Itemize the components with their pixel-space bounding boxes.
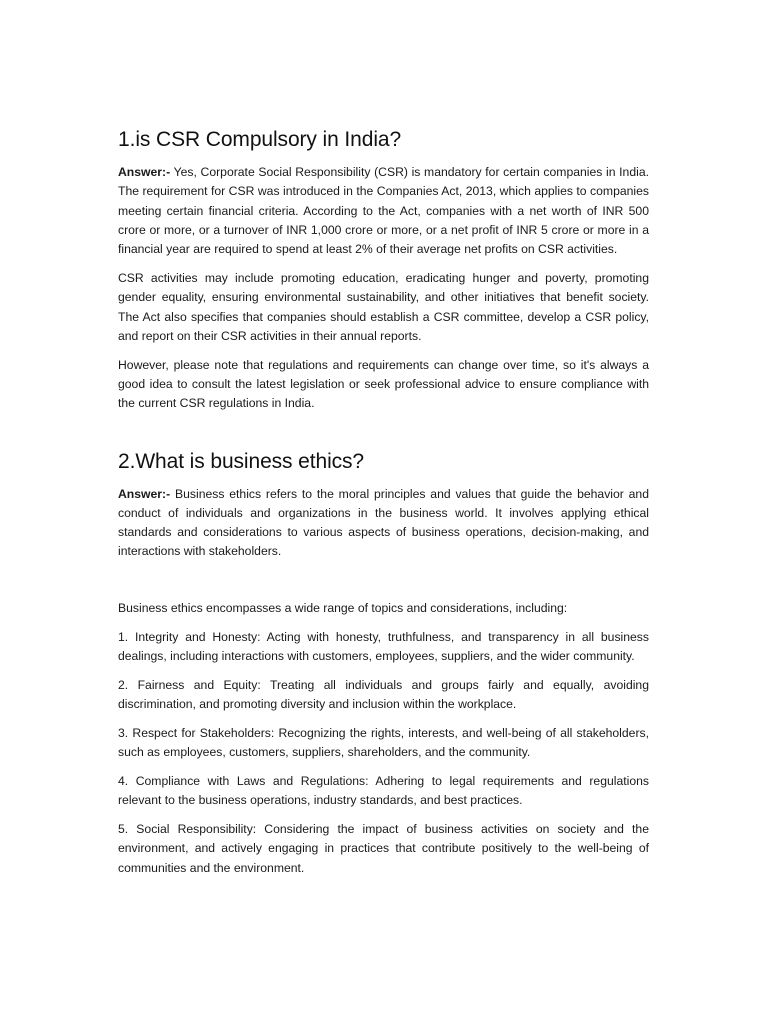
list-item: 1. Integrity and Honesty: Acting with honesty, truthfulness, and transparency in all business dealings, including interactions with customers, employees, suppliers, and the wider community.: [118, 629, 649, 663]
question-1-section: [118, 126, 649, 414]
question-2-heading: 2.What is business ethics?: [118, 449, 365, 473]
answer-label: Answer:-: [118, 165, 171, 179]
answer-text: Yes, Corporate Social Responsibility (CSR) is mandatory for certain companies in India. The requirement for CSR was introduced in the Companies Act, 2013, which applies to companies meeting certain financial criteria. According to the Act, companies with a net worth of INR 500 crore or more, or a turnover of INR 1,000 crore or more, or a net profit of INR 5 crore or more in a financial year are required to spend at least 2% of their average net profits on CSR activities.: [118, 165, 649, 257]
list-item: 4. Compliance with Laws and Regulations: Adhering to legal requirements and regulations relevant to the business operations, industry standards, and best practices.: [118, 773, 649, 808]
list-item: 5. Social Responsibility: Considering the impact of business activities on society and the environment, and actively engaging in practices that contribute positively to the well-being of communities and the environment.: [118, 821, 649, 875]
question-2-intro: Business ethics encompasses a wide range of topics and considerations, including:: [118, 600, 568, 615]
question-1-heading: 1.is CSR Compulsory in India?: [118, 128, 402, 151]
question-2-answer: [118, 485, 649, 562]
list-item: 3. Respect for Stakeholders: Recognizing the rights, interests, and well-being of all stakeholders, such as employees, customers, suppliers, shareholders, and the community.: [118, 725, 649, 760]
document-page: [118, 126, 649, 887]
answer-text: Business ethics refers to the moral principles and values that guide the behavior and conduct of individuals and organizations in the business world. It involves applying ethical standards and considerations to various aspects of business operations, decision-making, and interactions with stakeholders.: [118, 486, 649, 559]
answer-label: Answer:-: [118, 486, 171, 501]
question-2-section: [118, 448, 649, 878]
question-1-paragraph-2: CSR activities may include promoting education, eradicating hunger and poverty, promoting gender equality, ensuring environmental sustainability, and other initiatives that benefit society. The Act also specifies that companies should establish a CSR committee, develop a CSR policy, and report on their CSR activities in their annual reports.: [118, 270, 649, 343]
question-1-answer: [118, 163, 649, 259]
list-item: 2. Fairness and Equity: Treating all individuals and groups fairly and equally, avoiding discrimination, and promoting diversity and inclusion within the workplace.: [118, 677, 649, 711]
question-1-paragraph-3: However, please note that regulations and requirements can change over time, so it's always a good idea to consult the latest legislation or seek professional advice to ensure compliance with the current CSR regulations in India.: [118, 357, 649, 411]
